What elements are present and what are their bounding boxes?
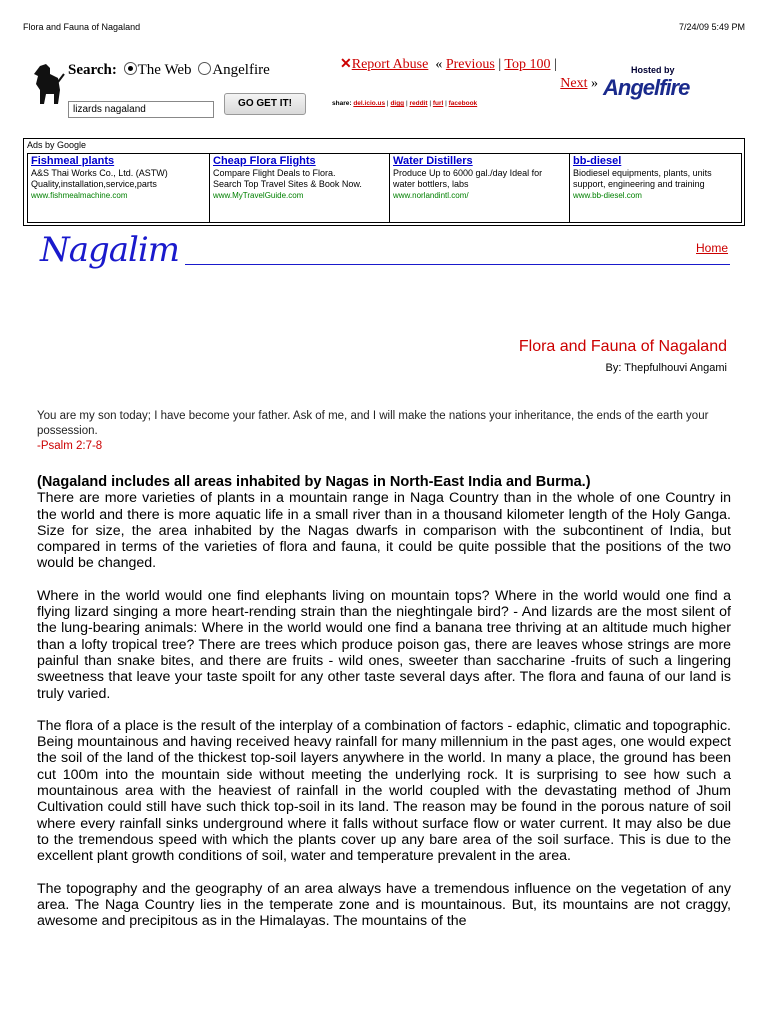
ad-url[interactable]: www.bb-diesel.com xyxy=(573,191,642,200)
article-byline: By: Thepfulhouvi Angami xyxy=(605,362,727,374)
top-nav-links: ✕Report Abuse « Previous | Top 100 | Next » xyxy=(340,57,598,91)
ad-title[interactable]: bb-diesel xyxy=(573,155,622,167)
close-icon: ✕ xyxy=(340,57,352,72)
share-bar: share: del.icio.us | digg | reddit | furl | facebook xyxy=(332,100,478,107)
ad-url[interactable]: www.MyTravelGuide.com xyxy=(213,191,304,200)
angelfire-logo: Angelfire xyxy=(603,75,690,100)
print-header-timestamp: 7/24/09 5:49 PM xyxy=(678,22,745,32)
psalm-quote xyxy=(37,409,731,454)
home-link[interactable]: Home xyxy=(696,241,729,255)
radio-the-web-label: The Web xyxy=(137,62,192,78)
psalm-text: You are my son today; I have become your father. Ask of me, and I will make the nations your inheritance, the ends of the earth your possession. xyxy=(37,410,709,437)
ad-title[interactable]: Cheap Flora Flights xyxy=(213,155,316,167)
ad-line: Quality,installation,service,parts xyxy=(31,179,157,189)
article-paragraph: There are more varieties of plants in a mountain range in Naga Country than in the whole of one Country in the world and there is more aquatic life in a small river than in a thousand kilometer length of the Holy Ganga. Size for size, the area inhabited by the Nagas dwarfs in comparison with the subcontinent of India, but compared in terms of the varieties of flora and fauna, it could be quite possible that the positions of the two would be changed. xyxy=(37,490,731,572)
search-input[interactable]: lizards nagaland xyxy=(68,101,214,118)
share-digg[interactable]: digg xyxy=(390,100,405,107)
report-abuse-link[interactable]: Report Abuse xyxy=(351,57,429,72)
ad-item[interactable] xyxy=(569,153,742,223)
article-paragraph: Where in the world would one find elephants living on mountain tops? Where in the world would one find a flying lizard singing a more heart-rending strain than the nieghtingale bird? - And lizards are the most silent of the lung-bearing animals: Where in the world would one find a banana tree thriving at an altitude much higher than a lofty tropical tree? There are trees which produce poison gas, there are leaves whose strings are more painful than snake bites, and there are fruits - wild ones, sweeter than saccharine -fruits of such a lingering sweetness that leave your taste spoilt for any other taste several days after. The flora and fauna of our land is truly varied. xyxy=(37,587,731,702)
top-100-link[interactable]: Top 100 xyxy=(504,57,551,72)
ad-url[interactable]: www.fishmealmachine.com xyxy=(31,191,128,200)
nagalim-logo: Nagalim xyxy=(40,230,180,270)
radio-the-web[interactable] xyxy=(124,62,137,75)
radio-angelfire-label: Angelfire xyxy=(212,62,270,78)
article-title: Flora and Fauna of Nagaland xyxy=(518,338,727,355)
share-furl[interactable]: furl xyxy=(432,100,444,107)
ads-by-google-label: Ads by Google xyxy=(27,140,87,150)
article-body xyxy=(37,474,731,945)
article-lead: (Nagaland includes all areas inhabited by Nagas in North-East India and Burma.) xyxy=(37,474,591,490)
ad-line: support, engineering and training xyxy=(573,179,705,189)
ad-title[interactable]: Fishmeal plants xyxy=(31,155,115,167)
ad-item[interactable] xyxy=(389,153,570,223)
ad-line: Produce Up to 6000 gal./day Ideal for xyxy=(393,168,543,178)
hosted-by-label: Hosted by xyxy=(631,65,675,75)
ad-title[interactable]: Water Distillers xyxy=(393,155,473,167)
ad-item[interactable] xyxy=(27,153,210,223)
search-bar xyxy=(68,62,270,79)
dog-logo-icon xyxy=(30,60,66,108)
article-paragraph: The topography and the geography of an area always have a tremendous influence on the vegetation of any area. The Naga Country lies in the temperate zone and is mountainous. But, its mountains are not craggy, awesome and precipitous as in the Himalayas. The mountains of the xyxy=(37,880,731,930)
ad-line: Search Top Travel Sites & Book Now. xyxy=(213,179,362,189)
share-label: share: xyxy=(332,100,352,107)
psalm-reference: -Psalm 2:7-8 xyxy=(37,440,103,452)
ad-line: A&S Thai Works Co., Ltd. (ASTW) xyxy=(31,168,168,178)
share-facebook[interactable]: facebook xyxy=(448,100,478,107)
ad-url[interactable]: www.norlandintl.com/ xyxy=(393,191,469,200)
ad-line: Biodiesel equipments, plants, units xyxy=(573,168,712,178)
hosted-by-angelfire-logo[interactable] xyxy=(603,63,743,101)
next-link[interactable]: Next xyxy=(560,76,588,91)
previous-link[interactable]: Previous xyxy=(445,57,495,72)
article-paragraph: The flora of a place is the result of the interplay of a combination of factors - edaphic, climatic and topographic. Being mountainous and having received heavy rainfall for many millennium in the past ages, one would expect the soil of the land of the thickest top-soil layers anywhere in the world. In many a place, the ground has been cut 100m into the mountain side without meeting the underlying rock. It is surprising to see how such a mountainous area with the heaviest of rainfall in the world coupled with the devastating method of Jhum Cultivation could still have such thick top-soil in its land. The reason may be found in the porous nature of soil where every rainfall sinks underground where it falls without surface flow or water current. It may also be due to the tremendous speed with which the plants cover up any bare area of the soil surface. This is due to the excellent plant growth conditions of soil, water and temperature prevalent in the area. xyxy=(37,717,731,865)
ads-box xyxy=(23,138,745,226)
ad-line: water bottlers, labs xyxy=(393,179,469,189)
ad-item[interactable] xyxy=(209,153,390,223)
banner-divider xyxy=(185,264,730,265)
share-delicious[interactable]: del.icio.us xyxy=(353,100,386,107)
ad-line: Compare Flight Deals to Flora. xyxy=(213,168,336,178)
share-reddit[interactable]: reddit xyxy=(409,100,428,107)
go-get-it-button[interactable]: GO GET IT! xyxy=(224,93,306,115)
radio-angelfire[interactable] xyxy=(198,62,211,75)
print-header-title: Flora and Fauna of Nagaland xyxy=(23,22,141,32)
search-label: Search: xyxy=(68,62,117,78)
